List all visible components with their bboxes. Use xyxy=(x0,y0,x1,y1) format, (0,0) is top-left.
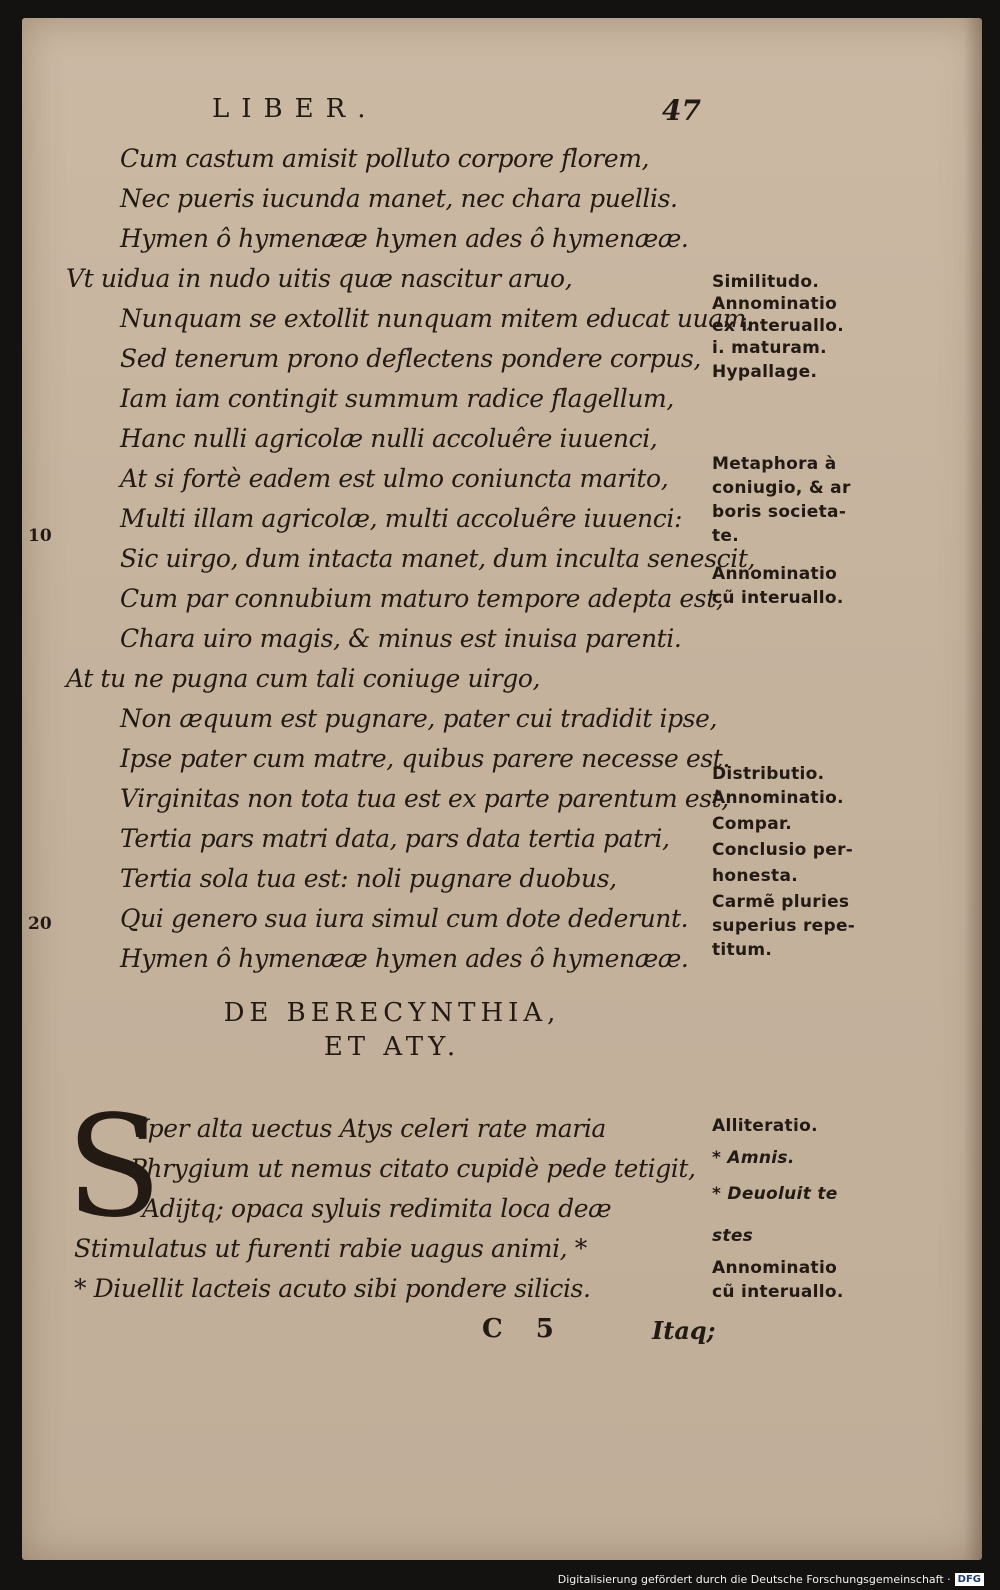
margin-note: i. maturam. xyxy=(712,338,827,358)
verse-line: Cum castum amisit polluto corpore florem, xyxy=(120,144,650,173)
margin-note: boris societa- xyxy=(712,502,847,522)
verse-line: Stimulatus ut furenti rabie uagus animi, * xyxy=(74,1234,587,1263)
verse-line: Iam iam contingit summum radice flagellum, xyxy=(120,384,674,413)
verse-line: Phrygium ut nemus citato cupidè pede tetigit, xyxy=(130,1154,696,1183)
verse-line: Hymen ô hymenææ hymen ades ô hymenææ. xyxy=(120,944,689,973)
margin-note: Annominatio. xyxy=(712,788,844,808)
margin-note: Metaphora à xyxy=(712,454,837,474)
line-number: 20 xyxy=(28,914,52,934)
margin-note: Alliteratio. xyxy=(712,1116,818,1136)
margin-note: cũ interuallo. xyxy=(712,1282,844,1302)
page-number: 47 xyxy=(662,94,701,127)
verse-line: Cum par connubium maturo tempore adepta est, xyxy=(120,584,724,613)
catchword: Itaq; xyxy=(652,1316,716,1345)
digitization-footer xyxy=(558,1573,984,1586)
margin-note: Annominatio xyxy=(712,1258,838,1278)
margin-note: Similitudo. xyxy=(712,272,820,292)
verse-line: Virginitas non tota tua est ex parte parentum est, xyxy=(120,784,729,813)
book-page xyxy=(22,18,982,1560)
verse-line: At si fortè eadem est ulmo coniuncta marito, xyxy=(120,464,669,493)
section-title: DE BERECYNTHIA, xyxy=(223,998,561,1028)
verse-line: Tertia sola tua est: noli pugnare duobus, xyxy=(120,864,617,893)
verse-line: Nec pueris iucunda manet, nec chara puellis. xyxy=(120,184,678,213)
margin-note: Conclusio per- xyxy=(712,840,854,860)
margin-note: ex interuallo. xyxy=(712,316,844,336)
margin-note: titum. xyxy=(712,940,773,960)
section-title: ET ATY. xyxy=(323,1032,461,1062)
margin-note: superius repe- xyxy=(712,916,856,936)
margin-note: Distributio. xyxy=(712,764,825,784)
verse-line: Sed tenerum prono deflectens pondere corpus, xyxy=(120,344,701,373)
margin-note: honesta. xyxy=(712,866,798,886)
verse-line: Non æquum est pugnare, pater cui tradidit ipse, xyxy=(120,704,718,733)
dfg-logo-icon: DFG xyxy=(955,1573,984,1586)
margin-note: * Amnis. xyxy=(712,1148,795,1168)
verse-line: Qui genero sua iura simul cum dote dederunt. xyxy=(120,904,689,933)
margin-note: stes xyxy=(712,1226,754,1246)
line-number: 10 xyxy=(28,526,52,546)
margin-note: Compar. xyxy=(712,814,793,834)
verse-line: Adijtq; opaca syluis redimita loca deæ xyxy=(142,1194,612,1223)
drop-cap: S xyxy=(66,1086,162,1249)
margin-note: Carmẽ pluries xyxy=(712,892,850,912)
verse-line: * Diuellit lacteis acuto sibi pondere silicis. xyxy=(74,1274,591,1303)
verse-line: Chara uiro magis, & minus est inuisa parenti. xyxy=(120,624,682,653)
running-title: LIBER. xyxy=(212,94,378,124)
margin-note: Annominatio xyxy=(712,294,838,314)
margin-note: * Deuoluit te xyxy=(712,1184,838,1204)
verse-line: Sic uirgo, dum intacta manet, dum inculta senescit, xyxy=(120,544,756,573)
verse-line: At tu ne pugna cum tali coniuge uirgo, xyxy=(66,664,541,693)
verse-line: Hanc nulli agricolæ nulli accoluêre iuuenci, xyxy=(120,424,658,453)
signature-mark: C 5 xyxy=(482,1314,554,1344)
margin-note: Annominatio xyxy=(712,564,838,584)
margin-note: te. xyxy=(712,526,740,546)
margin-note: Hypallage. xyxy=(712,362,818,382)
verse-line: Hymen ô hymenææ hymen ades ô hymenææ. xyxy=(120,224,689,253)
margin-note: coniugio, & ar xyxy=(712,478,851,498)
margin-note: cũ interuallo. xyxy=(712,588,844,608)
verse-line: Multi illam agricolæ, multi accoluêre iuuenci: xyxy=(120,504,682,533)
verse-line: Tertia pars matri data, pars data tertia patri, xyxy=(120,824,670,853)
verse-line: Ipse pater cum matre, quibus parere necesse est. xyxy=(120,744,730,773)
verse-line: Vt uidua in nudo uitis quæ nascitur aruo, xyxy=(66,264,573,293)
verse-line: Vper alta uectus Atys celeri rate maria xyxy=(130,1114,606,1143)
verse-line: Nunquam se extollit nunquam mitem educat uuam, xyxy=(120,304,754,333)
footer-text: Digitalisierung gefördert durch die Deutsche Forschungsgemeinschaft · xyxy=(557,1573,951,1586)
